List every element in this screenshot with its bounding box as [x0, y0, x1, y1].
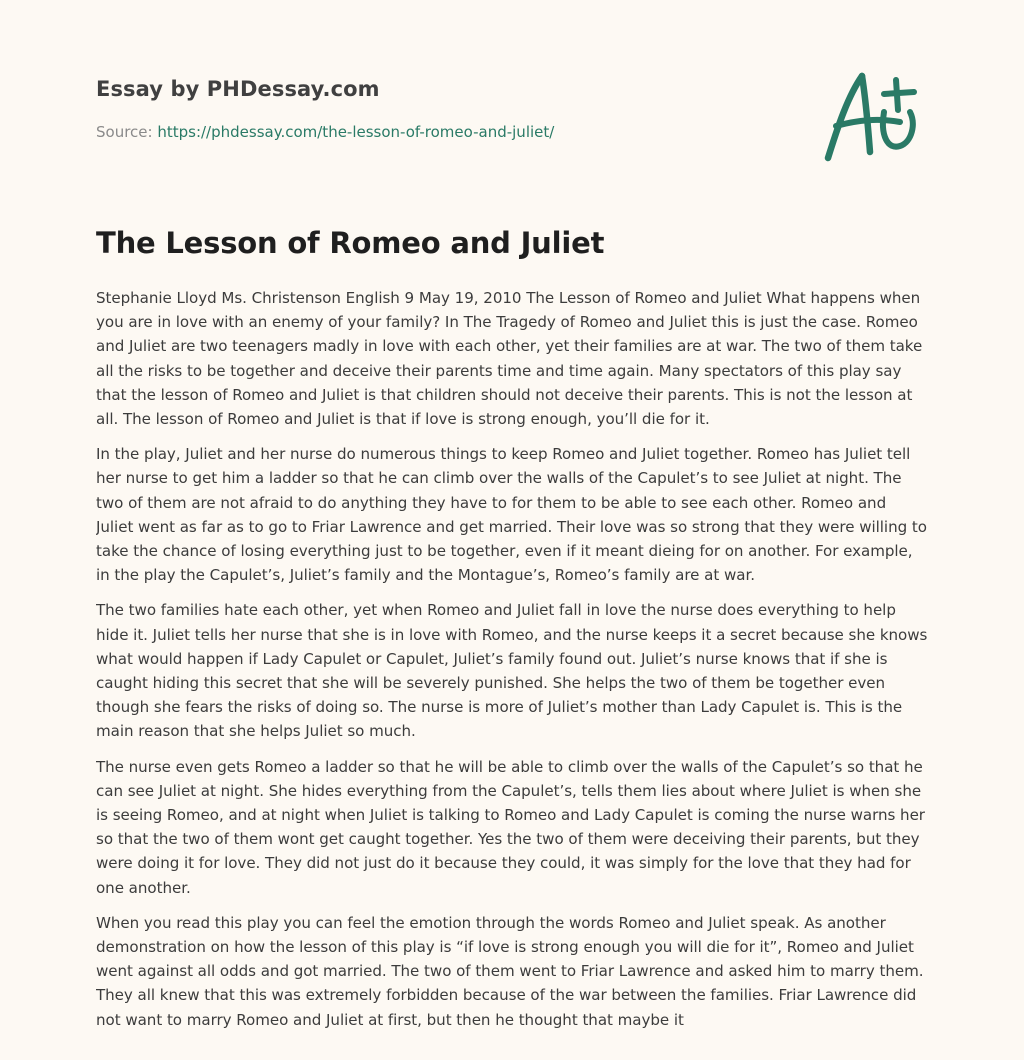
- essay-paragraph: In the play, Juliet and her nurse do numerous things to keep Romeo and Juliet together. Romeo has Juliet tell her nurse to get him a ladder so that he can climb over the walls of the Capulet’s to see Juliet at night. The two of them are not afraid to do anything they have to for them to be able to see each other. Romeo and Juliet went as far as to go to Friar Lawrence and get married. Their love was so strong that they were willing to take the chance of losing everything just to be together, even if it meant dieing for on another. For example, in the play the Capulet’s, Juliet’s family and the Montague’s, Romeo’s family are at war.: [96, 445, 927, 585]
- source-link[interactable]: https://phdessay.com/the-lesson-of-romeo-and-juliet/: [157, 123, 555, 141]
- essay-title: The Lesson of Romeo and Juliet: [96, 226, 605, 260]
- essay-paragraph: The two families hate each other, yet when Romeo and Juliet fall in love the nurse does everything to help hide it. Juliet tells her nurse that she is in love with Romeo, and the nurse keeps it a secret because she knows what would happen if Lady Capulet or Capulet, Juliet’s family found out. Juliet’s nurse knows that if she is caught hiding this secret that she will be severely punished. She helps the two of them be together even though she fears the risks of doing so. The nurse is more of Juliet’s mother than Lady Capulet is. This is the main reason that she helps Juliet so much.: [96, 601, 928, 741]
- source-line: [96, 123, 554, 141]
- essay-paragraph: When you read this play you can feel the emotion through the words Romeo and Juliet speak. As another demonstration on how the lesson of this play is “if love is strong enough you will die for it”, Romeo and Juliet went against all odds and got married. The two of them went to Friar Lawrence and asked him to marry them. They all knew that this was extremely forbidden because of the war between the families. Friar Lawrence did not want to marry Romeo and Juliet at first, but then he thought that maybe it: [96, 913, 924, 1029]
- essay-paragraph: Stephanie Lloyd Ms. Christenson English 9 May 19, 2010 The Lesson of Romeo and Juliet What happens when you are in love with an enemy of your family? In The Tragedy of Romeo and Juliet this is just the case. Romeo and Juliet are two teenagers madly in love with each other, yet their families are at war. The two of them take all the risks to be together and deceive their parents time and time again. Many spectators of this play say that the lesson of Romeo and Juliet is that children should not deceive their parents. This is not the lesson at all. The lesson of Romeo and Juliet is that if love is strong enough, you’ll die for it.: [96, 289, 923, 429]
- source-label: Source:: [96, 123, 158, 141]
- a-plus-logo-icon: [818, 66, 930, 164]
- essay-body: [96, 286, 928, 1046]
- site-brand: Essay by PHDessay.com: [96, 77, 380, 101]
- essay-paragraph: The nurse even gets Romeo a ladder so that he will be able to climb over the walls of the Capulet’s so that he can see Juliet at night. She hides everything from the Capulet’s, tells them lies about where Juliet is when she is seeing Romeo, and at night when Juliet is talking to Romeo and Lady Capulet is coming the nurse warns her so that the two of them wont get caught together. Yes the two of them were deceiving their parents, but they were doing it for love. They did not just do it because they could, it was simply for the love that they had for one another.: [96, 757, 925, 897]
